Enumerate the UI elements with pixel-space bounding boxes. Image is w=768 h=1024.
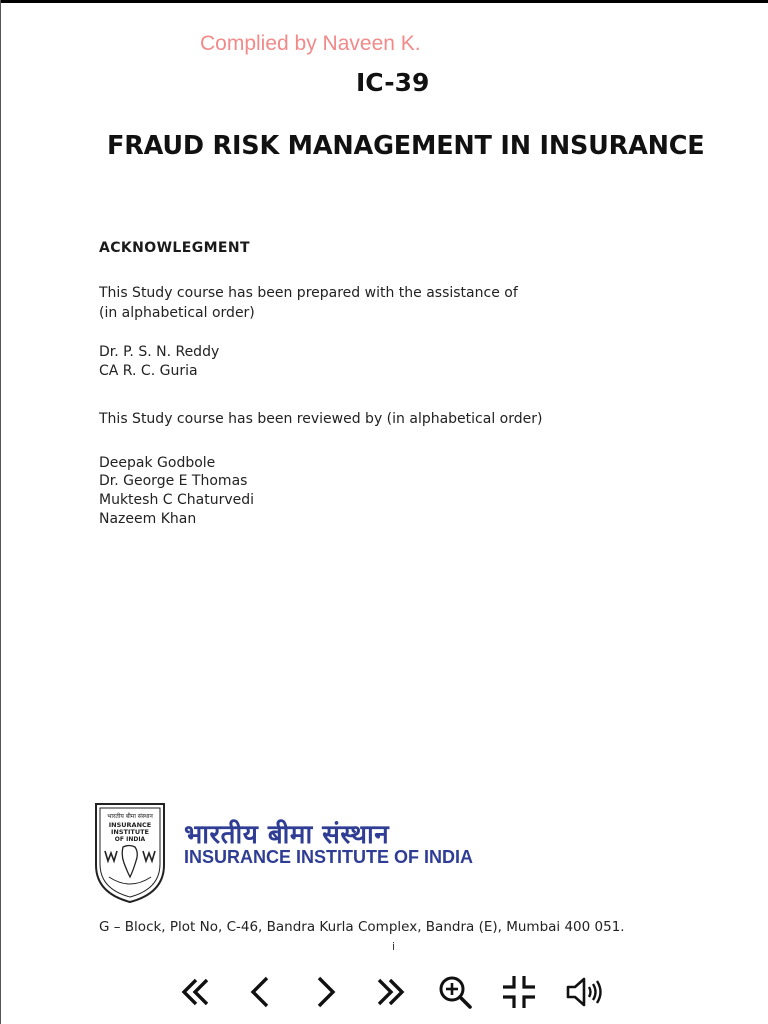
reviewer-name: Deepak Godbole xyxy=(99,455,216,471)
first-page-button[interactable] xyxy=(170,964,222,1020)
prepared-text-line-2: (in alphabetical order) xyxy=(99,305,255,321)
svg-text:OF INDIA: OF INDIA xyxy=(114,836,146,843)
last-page-button[interactable] xyxy=(364,964,416,1020)
institute-address: G – Block, Plot No, C-46, Bandra Kurla Complex, Bandra (E), Mumbai 400 051. xyxy=(99,919,625,935)
institute-hindi-name: भारतीय बीमा संस्थान xyxy=(184,820,390,850)
reviewer-name: Dr. George E Thomas xyxy=(99,473,248,489)
double-chevron-right-icon xyxy=(368,970,412,1014)
svg-text:INSTITUTE: INSTITUTE xyxy=(111,828,149,836)
page-number: i xyxy=(392,940,396,953)
zoom-in-button[interactable] xyxy=(429,964,481,1020)
reviewer-name: Muktesh C Chaturvedi xyxy=(99,492,255,508)
exit-fullscreen-icon xyxy=(497,970,541,1014)
preparer-name: CA R. C. Guria xyxy=(99,363,198,379)
institute-english-name: INSURANCE INSTITUTE OF INDIA xyxy=(184,847,474,867)
previous-page-button[interactable] xyxy=(235,964,287,1020)
chevron-right-icon xyxy=(303,970,347,1014)
zoom-in-icon xyxy=(433,970,477,1014)
document-title: FRAUD RISK MANAGEMENT IN INSURANCE xyxy=(107,131,705,161)
audio-button[interactable] xyxy=(558,964,610,1020)
chevron-left-icon xyxy=(239,970,283,1014)
reviewer-name: Nazeem Khan xyxy=(99,511,197,527)
preparer-name: Dr. P. S. N. Reddy xyxy=(99,344,220,360)
insurance-institute-logo xyxy=(93,801,167,905)
next-page-button[interactable] xyxy=(299,964,351,1020)
prepared-text-line-1: This Study course has been prepared with the assistance of xyxy=(99,285,518,301)
course-code: IC-39 xyxy=(356,68,430,97)
double-chevron-left-icon xyxy=(174,970,218,1014)
viewer-toolbar xyxy=(170,962,610,1022)
svg-text:भारतीय बीमा संस्थान: भारतीय बीमा संस्थान xyxy=(107,813,153,820)
reviewed-text-line: This Study course has been reviewed by (in alphabetical order) xyxy=(99,411,543,427)
page-edge xyxy=(0,0,1,1024)
acknowledgment-heading: ACKNOWLEGMENT xyxy=(99,240,250,256)
top-border xyxy=(0,0,768,3)
exit-fullscreen-button[interactable] xyxy=(493,964,545,1020)
watermark-text: Complied by Naveen K. xyxy=(200,32,421,55)
speaker-icon xyxy=(562,970,606,1014)
svg-text:INSURANCE: INSURANCE xyxy=(108,821,152,829)
